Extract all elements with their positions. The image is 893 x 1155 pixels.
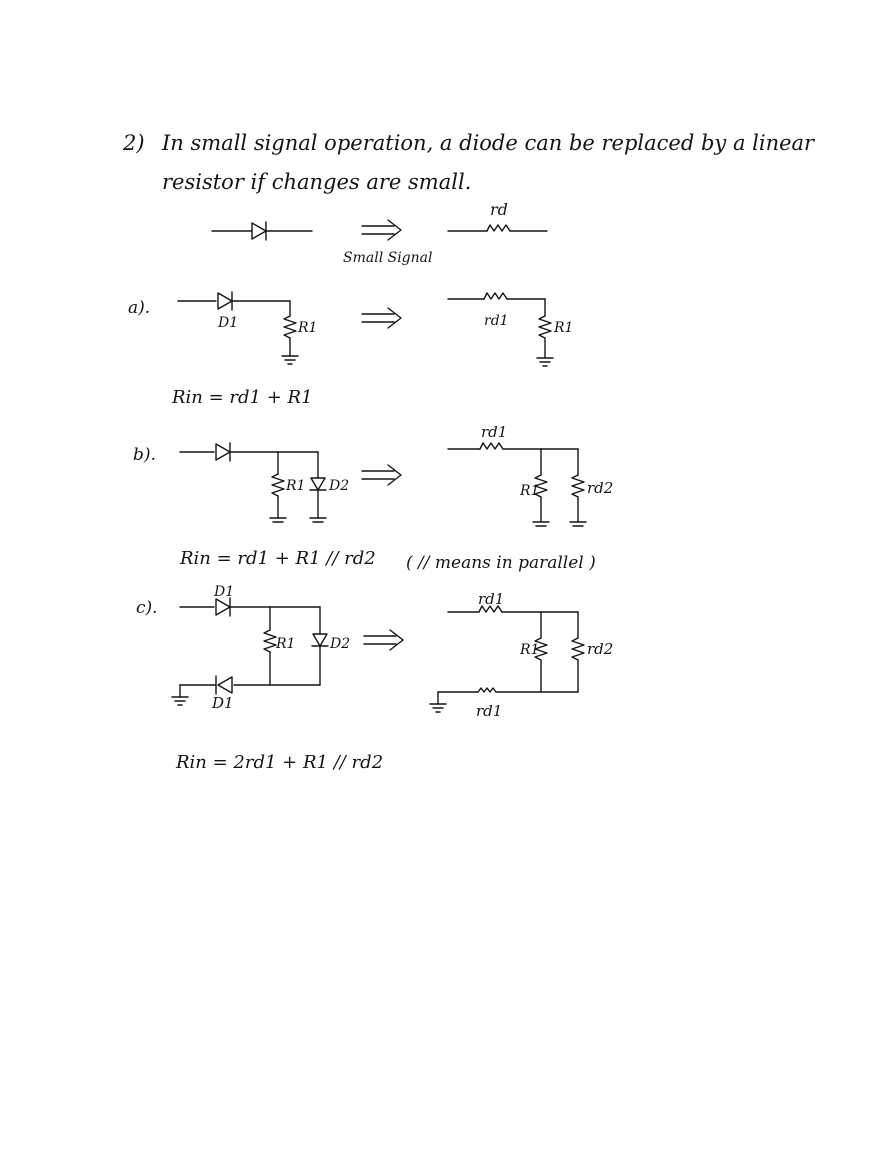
- part-b-eq-rd1-label: rd1: [481, 423, 508, 441]
- part-c-label: c).: [136, 598, 158, 618]
- small-signal-caption: Small Signal: [343, 250, 433, 266]
- part-a-arrow: [362, 308, 401, 328]
- part-b-arrow: [362, 465, 401, 485]
- part-a-eq-resistor-label: rd1: [484, 313, 509, 329]
- part-a-diode-label: D1: [218, 315, 239, 331]
- top-diode-symbol: [212, 222, 312, 240]
- part-c-equivalent-circuit: [430, 606, 584, 712]
- intro-line-2: resistor if changes are small.: [162, 170, 472, 194]
- part-b-equation: Rin = rd1 + R1 // rd2: [180, 548, 376, 569]
- part-a-equation: Rin = rd1 + R1: [172, 387, 313, 408]
- part-b-eq-r1-label: R1: [520, 483, 540, 499]
- small-signal-arrow: [362, 220, 401, 240]
- part-c-eq-r1-label: R1: [520, 642, 540, 658]
- part-c-top-diode-label: D1: [214, 584, 235, 600]
- part-b-eq-rd2-label: rd2: [587, 479, 614, 497]
- part-c-bottom-diode-label: D1: [212, 694, 234, 712]
- part-c-r1-label: R1: [276, 636, 296, 652]
- part-a-label: a).: [128, 298, 151, 318]
- part-b-d2-label: D2: [329, 478, 350, 494]
- intro-line-1: In small signal operation, a diode can be replaced by a linear: [162, 131, 815, 155]
- part-c-original-circuit: [172, 598, 328, 705]
- part-b-r1-label: R1: [286, 478, 306, 494]
- part-c-d2-label: D2: [330, 636, 351, 652]
- top-resistor-label: rd: [490, 200, 508, 219]
- part-a-resistor-label: R1: [298, 320, 318, 336]
- part-c-equation: Rin = 2rd1 + R1 // rd2: [176, 752, 384, 773]
- part-a-equivalent-circuit: [448, 293, 553, 366]
- part-c-eq-rd1-top-label: rd1: [478, 590, 505, 608]
- problem-number: 2): [123, 131, 145, 155]
- part-c-eq-rd2-label: rd2: [587, 640, 614, 658]
- part-c-arrow: [364, 630, 403, 650]
- part-b-label: b).: [133, 445, 156, 465]
- top-resistor-symbol: [448, 225, 547, 231]
- part-b-equivalent-circuit: [448, 443, 586, 526]
- part-c-eq-rd1-bottom-label: rd1: [476, 702, 503, 720]
- part-b-parallel-note: ( // means in parallel ): [406, 553, 596, 573]
- part-a-eq-r1-label: R1: [554, 320, 574, 336]
